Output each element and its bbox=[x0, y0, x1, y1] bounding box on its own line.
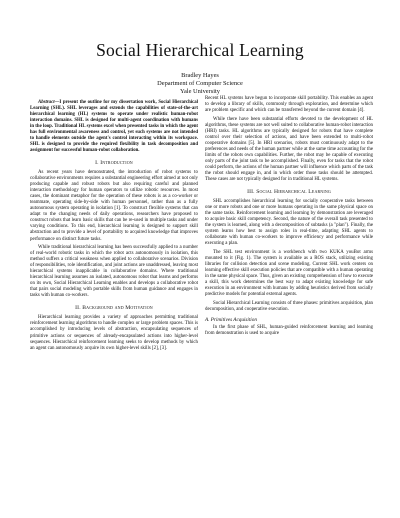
subsection-heading-primitives: A. Primitives Acquisition bbox=[205, 316, 257, 323]
section-heading-shl: III. Social Hierarchical Learning bbox=[247, 188, 331, 195]
abstract bbox=[30, 100, 198, 154]
intro-paragraph-1: As recent years have demonstrated, the introduction of robot systems to collaborative environments requires a substantial engineering effort aimed at not only producing capable and robust robots but also requiring careful and planned interaction methodology for human operators to utilize robotic resources. In most cases, the dominant metaphor for the operation of these robots is as a co-worker or teammate, operating side-by-side with human personnel, rather than as a fully autonomous system operating in isolation [1]. To construct flexible systems that can adapt to the changing needs of daily operations, researchers have proposed to construct robots that learn basic skills that can be re-used in multiple tasks and under varying conditions. To this end, hierarchical learning is designed to support skill abstraction and to provide a level of portability to acquired knowledge that improves performance on distinct future tasks. bbox=[30, 170, 198, 242]
section-heading-background: II. Background and Motivation bbox=[75, 304, 153, 311]
shl-paragraph-3: Social Hierarchical Learning consists of three phases: primitives acquisition, plan decomposition, and cooperative execution. bbox=[205, 300, 373, 312]
background-paragraph-2: Recent HL systems have begun to incorporate skill portability. This enables an agent to develop a library of skills, commonly through exploration, and determine which are problem specific and which can be transferred beyond the current domain [4]. bbox=[205, 96, 373, 114]
shl-paragraph-2: The SHL test environment is a workbench with two KUKA youBot arms mounted to it (Fig. 1). The system is available as a ROS stack, utilizing existing libraries for collision detection and scene modeling. Current SHL work centers on learning effective skill execution policies that are compatible with a human operating in the same physical space. Thus, given an existing comprehension of how to execute a skill, this work determines the best way to adapt existing knowledge for safe execution in an environment with humans by adding heuristics derived from socially predictive models for potential external agents. bbox=[205, 249, 373, 298]
paper-title: Social Hierarchical Learning bbox=[96, 40, 304, 60]
abstract-lead: Abstract bbox=[38, 100, 55, 105]
primitives-paragraph-1: In the first phase of SHL, human-guided reinforcement learning and learning from demonstration is used to acquire bbox=[205, 325, 373, 337]
shl-paragraph-1: SHL accomplishes hierarchical learning for socially cooperative tasks between one or more robots and one or more humans operating in the same physical space on the same tasks. Reinforcement learning and learning by demonstration are leveraged to acquire basic skill competency. Second, the nature of the overall task presented to the system is learned, along with a decomposition of subtasks (a "plan"). Finally, the system learns how best to assign roles in real-time, adapting SHL agents to collaborate with human co-workers to improve efficiency and performance while executing a plan. bbox=[205, 199, 373, 247]
section-heading-introduction: I. Introduction bbox=[95, 159, 133, 166]
intro-paragraph-2: While traditional hierarchical learning has been successfully applied to a number of real-world robotic tasks in which the robot acts autonomously in isolation, this method suffers a critical weakness when applied to collaborative scenarios. Division of responsibilities, role identification, and joint actions are unaddressed, leaving most hierarchical systems inapplicable in collaborative domains. Where traditional hierarchical learning assumes an isolated, autonomous robot that learns and performs on its own, Social Hierarchical Learning enables and develops a collaborative robot that pairs social modeling with portable skills from human guidance and engages in tasks with human co-workers. bbox=[30, 244, 198, 299]
author-name: Bradley Hayes bbox=[181, 72, 219, 79]
left-column bbox=[30, 100, 198, 354]
right-column bbox=[205, 96, 373, 340]
author-department: Department of Computer Science bbox=[157, 80, 243, 88]
author-block bbox=[0, 72, 400, 97]
background-paragraph-3: While there have been substantial efforts devoted to the development of HL algorithms, these systems are not well suited to collaborative human-robot interaction (HRI) tasks. HL algorithms are typically designed for robots that have complete control over their selection of actions, and have been extended to multi-robot cooperative domains [5]. In HRI scenarios, robots must continuously adapt to the preferences and needs of the human partner while at the same time accounting for the limits of the robots own capabilities. Further, the robot may be capable of executing only parts of the joint task to be accomplished. Finally, even for tasks that the robot could perform, the actions of the human partner will influence which parts of the task the robot should engage in, and in which order those tasks should be attempted. These cases are not typically designed for in traditional HL systems. bbox=[205, 116, 373, 182]
background-paragraph-1: Hierarchical learning provides a variety of approaches permitting traditional reinforcement learning algorithms to handle complex or large problem spaces. This is accomplished by introducing levels of abstraction, encapsulating sequences of primitive actions or sequences of already-encapsulated actions into higher-level sequences. Hierarchical reinforcement learning seeks to develop methods by which an agent can autonomously acquire its own higher-level skills [2], [3]. bbox=[30, 315, 198, 351]
author-affiliation: Yale University bbox=[180, 88, 220, 96]
abstract-text: —I present the outline for my dissertation work, Social Hierarchical Learning (SHL). SHL leverages and extends the capabilities of state-of-the-art hierarchical learning (HL) systems to operate under realistic human-robot interaction domains. SHL is designed for multi-agent coordination with humans in the loop. Traditional HL systems excel when presented tasks in which the agent has full environmental awareness and control, yet such systems are not intended to handle elements outside the agent's control interacting within its workspace. SHL is designed to provide the required flexibility in task decomposition and assignment for successful human-robot collaboration. bbox=[30, 100, 198, 153]
